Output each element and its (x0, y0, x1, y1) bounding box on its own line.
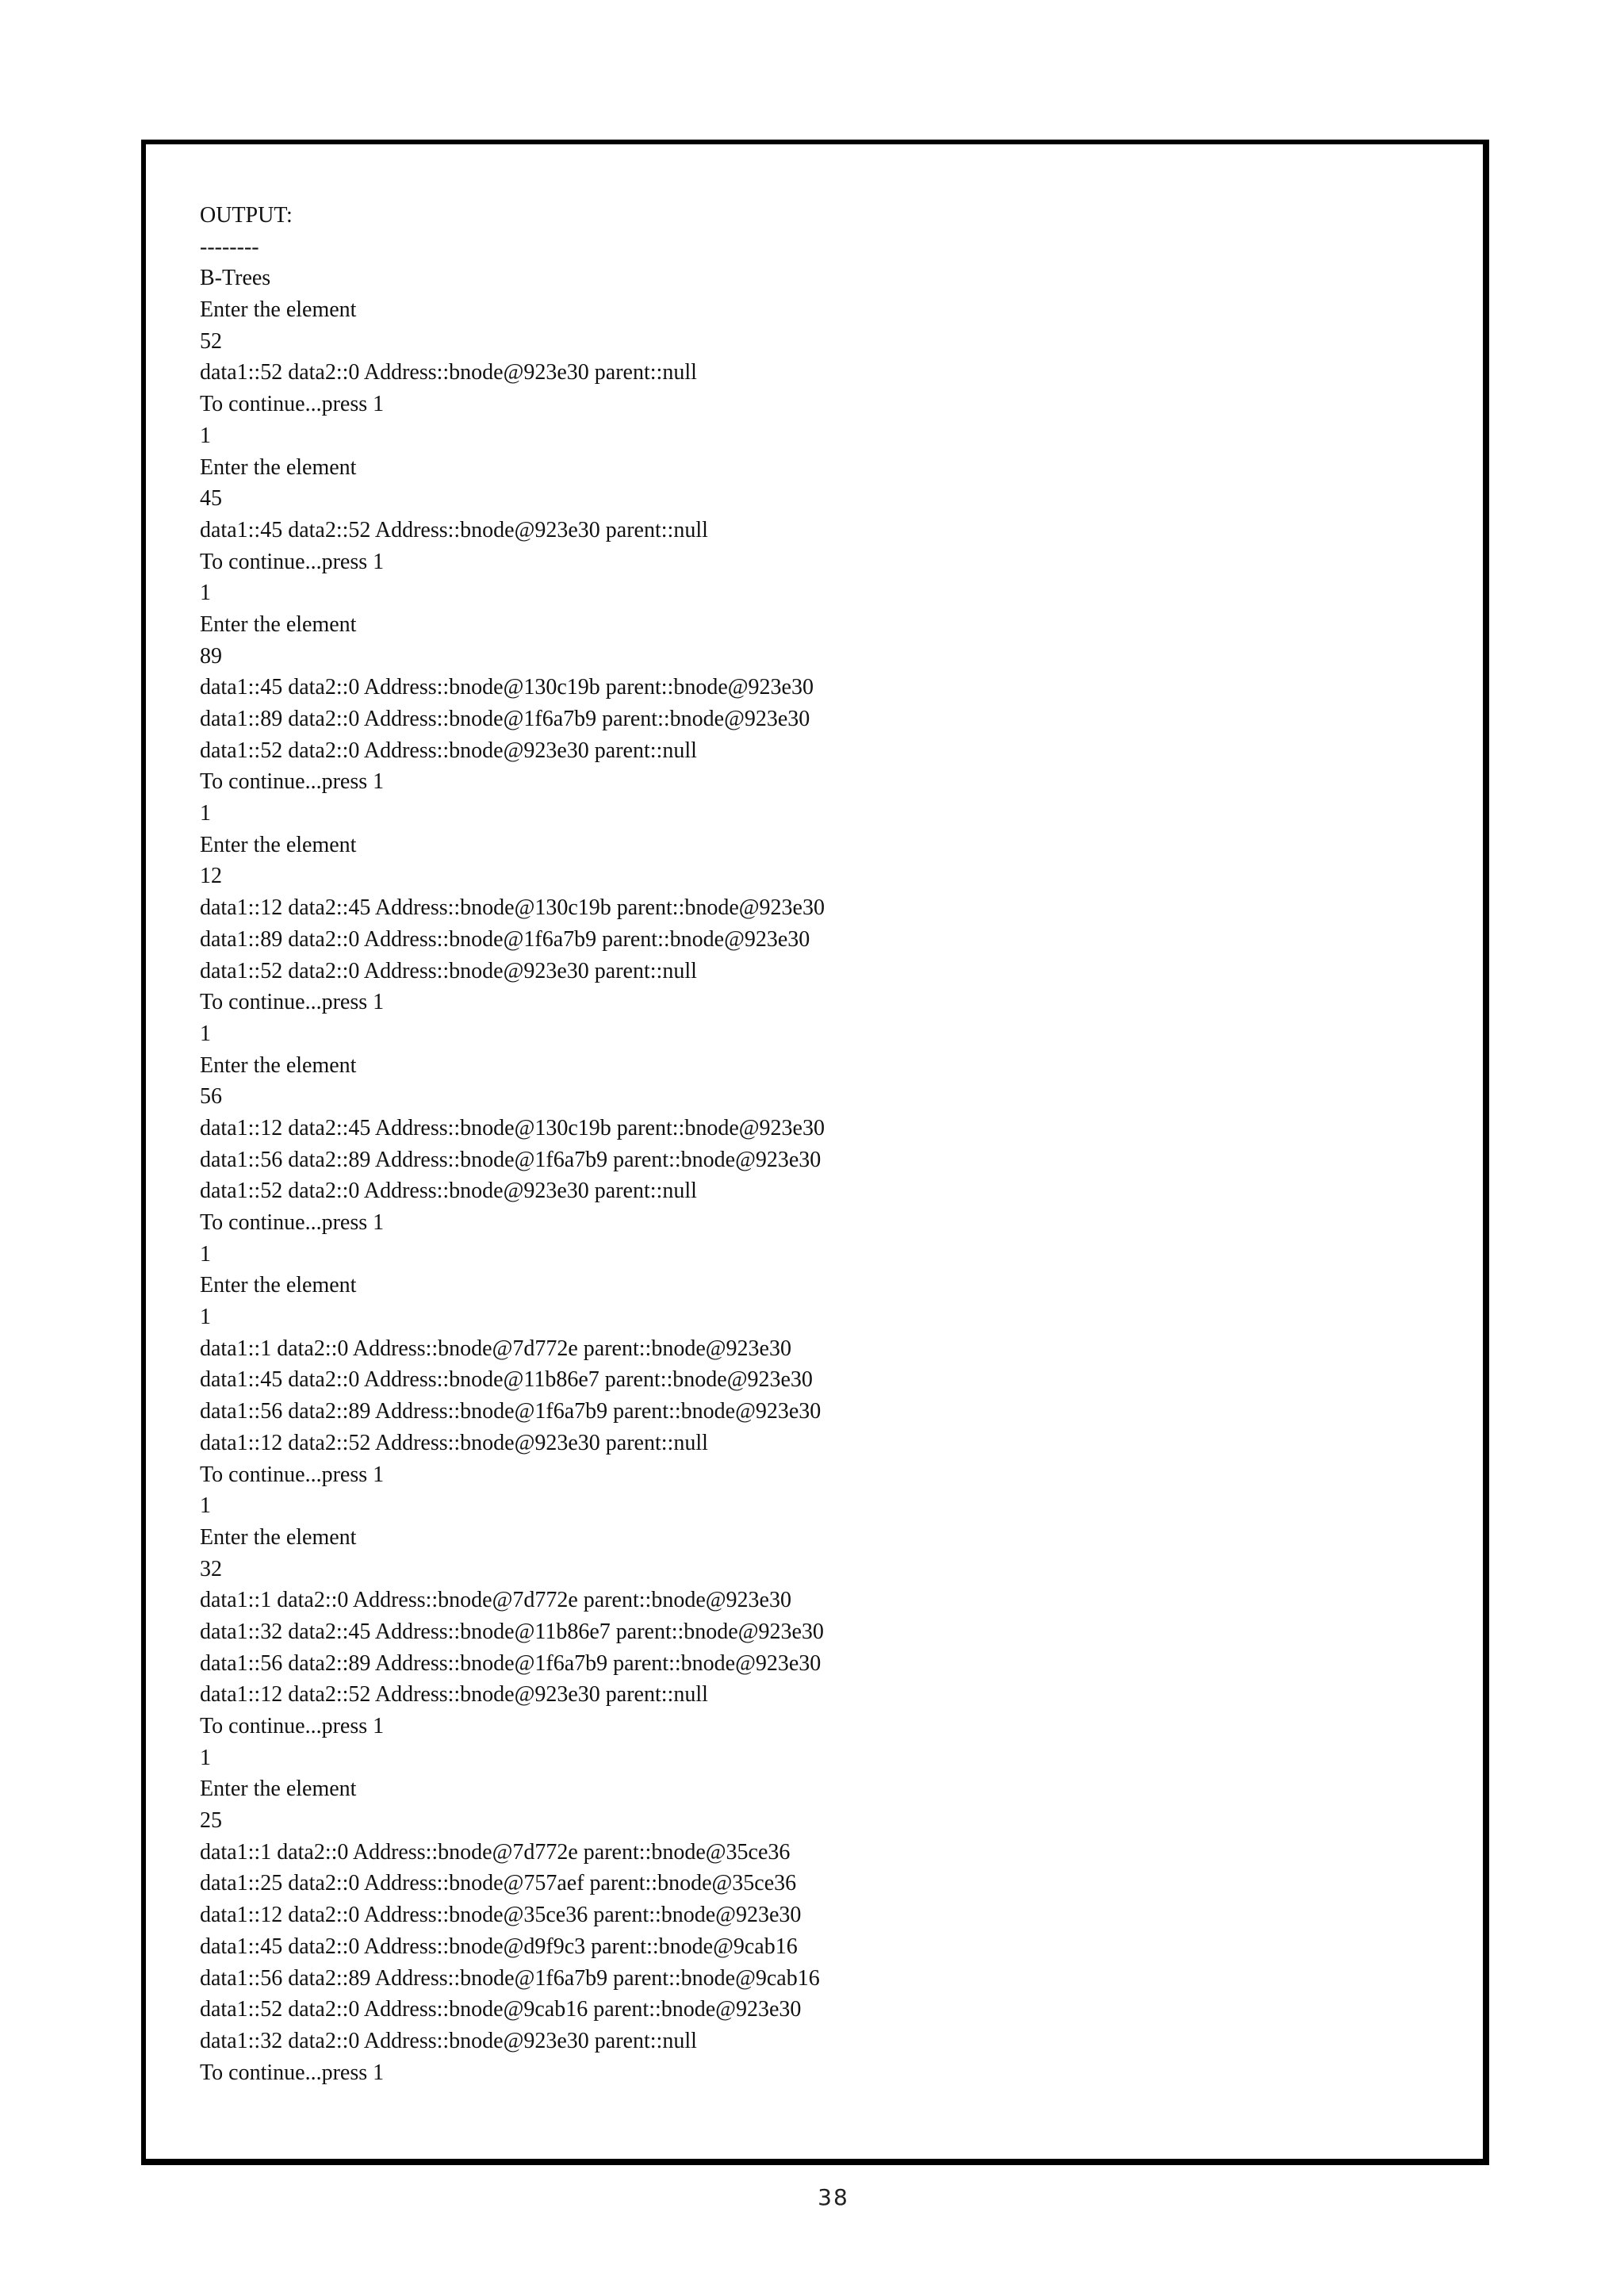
output-line: Enter the element (200, 1273, 357, 1298)
output-line: 1 (200, 1745, 211, 1770)
page-number: 38 (818, 2184, 849, 2210)
output-line: To continue...press 1 (200, 1714, 385, 1738)
output-line: To continue...press 1 (200, 392, 385, 417)
output-line: To continue...press 1 (200, 769, 385, 795)
output-line: data1::52 data2::0 Address::bnode@923e30 parent::null (200, 360, 697, 385)
output-line: To continue...press 1 (200, 1210, 385, 1235)
output-line: 89 (200, 643, 222, 669)
output-line: data1::52 data2::0 Address::bnode@9cab16 parent::bnode@923e30 (200, 1997, 802, 2022)
output-line: data1::45 data2::52 Address::bnode@923e30 parent::null (200, 517, 708, 542)
output-line: 1 (200, 1021, 211, 1046)
output-line: Enter the element (200, 832, 357, 857)
output-line: To continue...press 1 (200, 549, 385, 574)
output-line: data1::12 data2::45 Address::bnode@130c19b parent::bnode@923e30 (200, 895, 825, 921)
output-line: Enter the element (200, 1777, 357, 1802)
output-line: 1 (200, 581, 211, 606)
output-line: 25 (200, 1808, 222, 1834)
output-line: data1::52 data2::0 Address::bnode@923e30 parent::null (200, 958, 697, 983)
output-line: data1::56 data2::89 Address::bnode@1f6a7b9 parent::bnode@9cab16 (200, 1965, 820, 1991)
output-line: Enter the element (200, 1052, 357, 1078)
output-line: To continue...press 1 (200, 990, 385, 1015)
output-line: 1 (200, 423, 211, 448)
output-line: B-Trees (200, 266, 271, 291)
output-line: data1::12 data2::52 Address::bnode@923e30 parent::null (200, 1682, 708, 1708)
output-line: data1::25 data2::0 Address::bnode@757aef parent::bnode@35ce36 (200, 1871, 797, 1896)
document-frame (141, 140, 1489, 2165)
output-line: 1 (200, 1305, 211, 1330)
output-line: data1::1 data2::0 Address::bnode@7d772e parent::bnode@923e30 (200, 1588, 791, 1613)
output-line: data1::1 data2::0 Address::bnode@7d772e parent::bnode@35ce36 (200, 1839, 791, 1865)
output-line: data1::1 data2::0 Address::bnode@7d772e parent::bnode@923e30 (200, 1336, 791, 1361)
output-line: data1::89 data2::0 Address::bnode@1f6a7b9 parent::bnode@923e30 (200, 926, 810, 952)
output-line: To continue...press 1 (200, 2060, 385, 2085)
output-line: OUTPUT: (200, 203, 293, 228)
output-line: data1::56 data2::89 Address::bnode@1f6a7b9 parent::bnode@923e30 (200, 1147, 822, 1172)
output-line: Enter the element (200, 454, 357, 480)
output-line: 1 (200, 1241, 211, 1267)
output-line: Enter the element (200, 297, 357, 323)
output-line: data1::56 data2::89 Address::bnode@1f6a7b9 parent::bnode@923e30 (200, 1399, 822, 1424)
output-line: 52 (200, 328, 222, 354)
output-line: data1::56 data2::89 Address::bnode@1f6a7b9 parent::bnode@923e30 (200, 1650, 822, 1676)
output-line: data1::52 data2::0 Address::bnode@923e30 parent::null (200, 1179, 697, 1204)
output-line: data1::12 data2::0 Address::bnode@35ce36 parent::bnode@923e30 (200, 1903, 802, 1928)
output-line: data1::12 data2::45 Address::bnode@130c19b parent::bnode@923e30 (200, 1115, 825, 1140)
output-line: data1::32 data2::45 Address::bnode@11b86e7 parent::bnode@923e30 (200, 1619, 824, 1644)
output-line: data1::12 data2::52 Address::bnode@923e30 parent::null (200, 1430, 708, 1455)
output-line: To continue...press 1 (200, 1462, 385, 1487)
output-line: data1::89 data2::0 Address::bnode@1f6a7b9 parent::bnode@923e30 (200, 707, 810, 731)
output-line: data1::32 data2::0 Address::bnode@923e30 parent::null (200, 2028, 697, 2053)
output-line: 45 (200, 486, 222, 512)
output-line: 32 (200, 1556, 222, 1581)
output-line: 12 (200, 864, 222, 889)
output-line: data1::52 data2::0 Address::bnode@923e30 parent::null (200, 738, 697, 763)
output-line: 1 (200, 801, 211, 826)
output-line: Enter the element (200, 611, 357, 637)
output-line: -------- (200, 234, 259, 259)
output-line: 56 (200, 1084, 222, 1110)
output-line: data1::45 data2::0 Address::bnode@130c19b parent::bnode@923e30 (200, 675, 814, 700)
output-line: Enter the element (200, 1524, 357, 1550)
console-output (200, 200, 1451, 2088)
output-line: data1::45 data2::0 Address::bnode@11b86e7 parent::bnode@923e30 (200, 1367, 813, 1393)
output-line: 1 (200, 1493, 211, 1519)
output-line: data1::45 data2::0 Address::bnode@d9f9c3 parent::bnode@9cab16 (200, 1934, 798, 1959)
